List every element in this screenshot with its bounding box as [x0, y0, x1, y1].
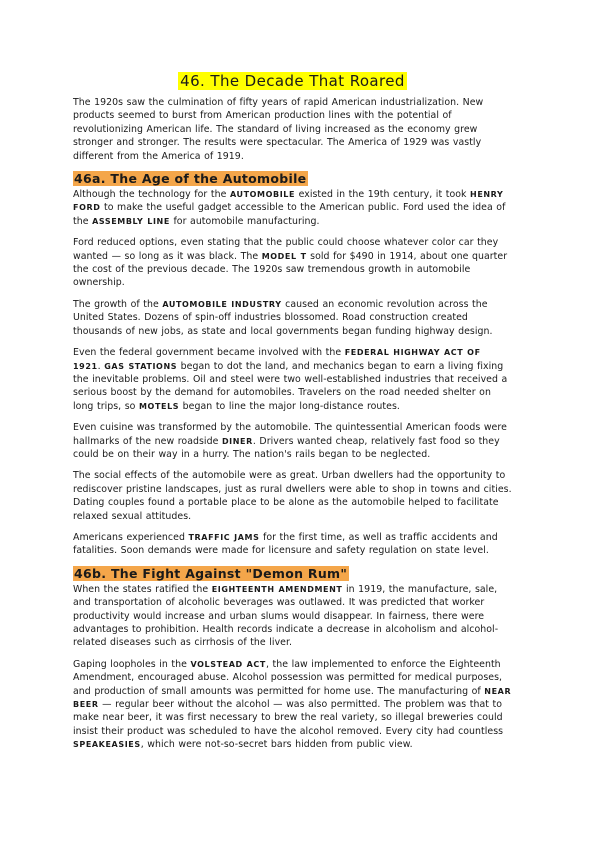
key-term: SPEAKEASIES [73, 740, 141, 750]
paragraph-automobile-1 [73, 188, 512, 228]
paragraph-automobile-4 [73, 346, 512, 413]
text: Even the federal government became involved with the [73, 347, 345, 359]
section-heading-demon-rum [73, 566, 512, 582]
text: sold for $490 in 1914, about one quarter the cost of the previous decade. The 1920s saw tremendous growth in automobile ownership. [73, 250, 508, 289]
text: caused an economic revolution across the United States. Dozens of spin-off industries blossomed. Road construction created thousands of new jobs, as state and local governments began funding highway design. [73, 298, 493, 337]
text: Ford reduced options, even stating that the public could choose whatever color car they wanted — so long as it was black. The [73, 237, 499, 262]
text: began to dot the land, and mechanics began to earn a living fixing the inevitable problems. Oil and steel were two well-established industries that received a serious boost by the demand for automobiles. Travelers on the road needed shelter on long trips, so [73, 360, 508, 412]
paragraph-automobile-5 [73, 421, 512, 461]
key-term: EIGHTEENTH AMENDMENT [211, 584, 343, 594]
intro-paragraph: The 1920s saw the culmination of fifty years of rapid American industrialization. New products seemed to burst from American production lines with the potential of revolutionizing American life. The standard of living increased as the economy grew stronger and stronger. The results were spectacular. The America of 1929 was vastly different from the America of 1919. [73, 97, 484, 162]
paragraph-prohibition-2 [73, 658, 512, 752]
key-term: ASSEMBLY LINE [92, 216, 170, 226]
paragraph-automobile-2 [73, 236, 512, 290]
text: The growth of the [73, 298, 163, 310]
text: to make the useful gadget accessible to the American public. Ford used the idea of the [73, 202, 506, 227]
key-term: MOTELS [139, 401, 180, 411]
key-term: VOLSTEAD ACT [190, 659, 266, 669]
text: — regular beer without the alcohol — was also permitted. The problem was that to make near beer, it was first necessary to brew the real variety, so illegal breweries could insist their product was scheduled to have the alcohol removed. Every city had countless [73, 699, 504, 737]
paragraph-automobile-3 [73, 298, 512, 338]
key-term: MODEL T [261, 251, 307, 261]
section-heading-automobile-text: 46a. The Age of the Automobile [74, 171, 307, 187]
text: Even cuisine was transformed by the automobile. The quintessential American foods were hallmarks of the new roadside [73, 422, 507, 447]
text: Americans experienced [73, 531, 189, 543]
text: . [97, 360, 105, 372]
key-term: AUTOMOBILE [229, 190, 296, 200]
key-term: AUTOMOBILE INDUSTRY [162, 299, 282, 309]
text: for the first time, as well as traffic accidents and fatalities. Soon demands were made for licensure and safety regulation on state level. [73, 531, 498, 557]
text: When the states ratified the [73, 583, 212, 595]
text: existed in the 19th century, it took [295, 189, 471, 201]
key-term: TRAFFIC JAMS [188, 532, 260, 542]
key-term: DINER [221, 436, 253, 446]
key-term: HENRY FORD [73, 190, 504, 213]
text: . Drivers wanted cheap, relatively fast food so they could be on their way in a hurry. The nation's rails began to be neglected. [73, 435, 500, 460]
page-title-text: 46. The Decade That Roared [180, 72, 405, 90]
text: , which were not-so-secret bars hidden from public view. [140, 739, 413, 751]
section-heading-automobile [73, 171, 512, 187]
key-term: GAS STATIONS [104, 361, 178, 371]
text: began to line the major long-distance routes. [179, 400, 400, 412]
paragraph-prohibition-1 [73, 583, 512, 650]
text: for automobile manufacturing. [169, 215, 320, 227]
text: Gaping loopholes in the [73, 658, 191, 670]
text: , the law implemented to enforce the Eighteenth Amendment, encouraged abuse. Alcohol possession was permitted for medical purposes, and production of small amounts was permitted for home use. The manufacturing of [73, 658, 503, 697]
key-term: FEDERAL HIGHWAY ACT OF 1921 [73, 348, 481, 371]
text: Although the technology for the [73, 189, 230, 201]
page-title [73, 72, 512, 90]
paragraph-automobile-7 [73, 531, 512, 558]
paragraph-automobile-6: The social effects of the automobile were as great. Urban dwellers had the opportunity to rediscover pristine landscapes, just as rural dwellers were able to shop in towns and cities. Dating couples found a portable place to be alone as the automobile helped to facilitate relaxed sexual attitudes. [73, 470, 512, 522]
text: in 1919, the manufacture, sale, and transportation of alcoholic beverages was outlawed. It was predicted that worker productivity would increase and urban slums would disappear. In fairness, there were advantages to prohibition. Health records indicate a decrease in alcoholism and alcohol-related diseases such as cirrhosis of the liver. [73, 583, 499, 649]
section-heading-demon-rum-text: 46b. The Fight Against "Demon Rum" [74, 565, 348, 581]
key-term: NEAR BEER [73, 686, 512, 710]
